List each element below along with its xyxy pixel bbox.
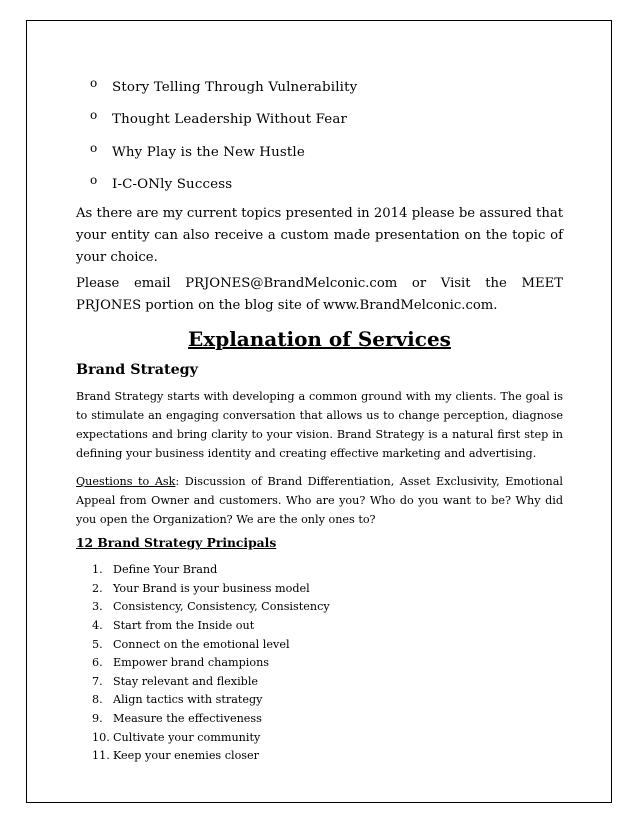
topics-list bbox=[76, 76, 563, 193]
item-number: 5. bbox=[92, 637, 103, 651]
item-text: Start from the Inside out bbox=[113, 618, 255, 632]
intro-paragraph: As there are my current topics presented in 2014 please be assured that your entity can also receive a custom made presentation on the topic of your choice. bbox=[76, 206, 563, 266]
item-text: Keep your enemies closer bbox=[113, 749, 260, 763]
principles-heading: 12 Brand Strategy Principals bbox=[76, 535, 277, 551]
principles-list bbox=[76, 561, 563, 766]
brand-strategy-description: Brand Strategy starts with developing a common ground with my clients. The goal is to stimulate an engaging conversation that allows us to change perception, diagnose expectations and bring clarity to your vision. Brand Strategy is a natural first step in defining your business identity and creating effective marketing and advertising. bbox=[76, 390, 563, 461]
list-item bbox=[92, 617, 563, 636]
bullet-marker: o bbox=[90, 108, 98, 123]
topic-label: Story Telling Through Vulnerability bbox=[112, 80, 358, 95]
item-text: Your Brand is your business model bbox=[113, 581, 310, 595]
item-text: Connect on the emotional level bbox=[113, 637, 290, 651]
bullet-marker: o bbox=[90, 76, 98, 90]
item-text: Stay relevant and flexible bbox=[113, 674, 259, 688]
item-text: Align tactics with strategy bbox=[113, 693, 263, 707]
list-item bbox=[92, 747, 563, 766]
item-text: Empower brand champions bbox=[113, 656, 270, 670]
topic-label: Why Play is the New Hustle bbox=[112, 144, 305, 160]
questions-paragraph bbox=[76, 472, 563, 529]
bullet-marker: o bbox=[90, 173, 98, 188]
item-text: Define Your Brand bbox=[113, 563, 218, 577]
list-item bbox=[76, 108, 563, 128]
list-item bbox=[92, 654, 563, 673]
item-text: Cultivate your community bbox=[113, 730, 261, 744]
list-item bbox=[92, 561, 563, 580]
list-item bbox=[92, 710, 563, 729]
item-number: 7. bbox=[92, 674, 103, 688]
list-item bbox=[76, 140, 563, 161]
list-item bbox=[92, 673, 563, 692]
contact-paragraph: Please email PRJONES@BrandMelconic.com or Visit the MEET PRJONES portion on the blog site of www.BrandMelconic.com. bbox=[76, 276, 563, 314]
item-number: 10. bbox=[92, 730, 110, 744]
item-text: Consistency, Consistency, Consistency bbox=[113, 600, 330, 614]
item-number: 6. bbox=[92, 656, 103, 670]
brand-strategy-heading: Brand Strategy bbox=[76, 362, 198, 379]
list-item bbox=[76, 76, 563, 96]
bullet-marker: o bbox=[90, 140, 98, 155]
topic-label: Thought Leadership Without Fear bbox=[112, 112, 348, 128]
item-number: 2. bbox=[92, 581, 103, 595]
questions-text: : Discussion of Brand Differentiation, Asset Exclusivity, Emotional Appeal from Owner and customers. Who are you? Who do you want to be? Why did you open the Organization? We are the only ones to? bbox=[76, 475, 563, 527]
item-number: 9. bbox=[92, 711, 103, 725]
list-item bbox=[92, 598, 563, 617]
item-number: 4. bbox=[92, 618, 103, 632]
item-number: 8. bbox=[92, 693, 103, 707]
list-item bbox=[92, 580, 563, 599]
item-text: Measure the effectiveness bbox=[113, 711, 262, 725]
item-number: 3. bbox=[92, 600, 103, 614]
topic-label: I-C-ONly Success bbox=[112, 177, 233, 193]
questions-label: Questions to Ask bbox=[76, 475, 176, 489]
item-number: 11. bbox=[92, 749, 110, 763]
list-item bbox=[92, 636, 563, 655]
item-number: 1. bbox=[92, 563, 103, 577]
list-item bbox=[92, 729, 563, 748]
list-item bbox=[92, 691, 563, 710]
page-content bbox=[76, 76, 563, 766]
list-item bbox=[76, 173, 563, 193]
section-title: Explanation of Services bbox=[188, 327, 451, 352]
